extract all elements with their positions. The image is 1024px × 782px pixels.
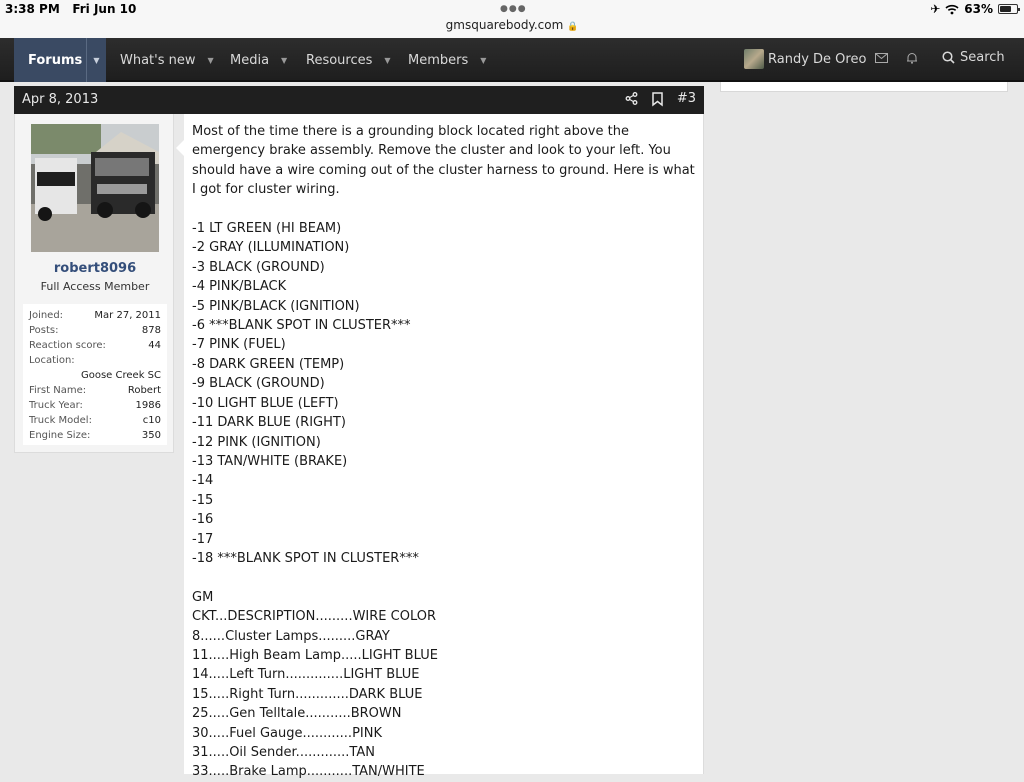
author-avatar[interactable]	[31, 124, 159, 252]
nav-tab-resources[interactable]: Resources ▼	[306, 52, 391, 68]
post-message	[184, 114, 704, 780]
lock-icon: 🔒	[567, 22, 579, 32]
status-time: 3:38 PM Fri Jun 10	[5, 2, 137, 16]
envelope-icon[interactable]	[875, 52, 888, 66]
battery-icon	[998, 4, 1018, 14]
status-indicators	[930, 2, 1018, 16]
search-icon	[942, 51, 955, 64]
author-username[interactable]: robert8096	[53, 261, 137, 276]
chevron-down-icon: ▼	[384, 55, 391, 65]
status-date: Fri Jun 10	[72, 2, 137, 16]
nav-tab-forums[interactable]	[14, 38, 106, 82]
nav-tab-members[interactable]: Members ▼	[408, 52, 487, 68]
post-tools	[625, 91, 696, 106]
stat-row: Location:	[29, 355, 75, 366]
nav-user-account[interactable]	[744, 49, 866, 69]
stat-row: Truck Year: 1986	[29, 400, 161, 411]
bell-icon[interactable]	[906, 52, 918, 67]
post-number-link[interactable]: #3	[676, 91, 696, 106]
airplane-icon: ✈	[930, 2, 941, 16]
chevron-down-icon: ▼	[480, 55, 487, 65]
stat-row: First Name: Robert	[29, 385, 161, 396]
stat-row: Engine Size: 350	[29, 430, 161, 441]
stat-row: Truck Model: c10	[29, 415, 161, 426]
post-author-panel	[14, 114, 174, 453]
post-date[interactable]: Apr 8, 2013	[22, 92, 99, 107]
forum-navbar	[0, 38, 1024, 82]
chevron-down-icon: ▼	[207, 55, 214, 65]
stat-row: Joined: Mar 27, 2011	[29, 310, 161, 321]
nav-forums-label: Forums	[28, 52, 83, 68]
nav-tab-media[interactable]: Media ▼	[230, 52, 288, 68]
nav-tab-whats-new[interactable]: What's new ▼	[120, 52, 214, 68]
address-bar[interactable]	[0, 18, 1024, 32]
wifi-icon	[945, 4, 959, 15]
author-stats	[23, 304, 167, 445]
stat-row: Posts: 878	[29, 325, 161, 336]
avatar	[744, 49, 764, 69]
stat-row: Reaction score: 44	[29, 340, 161, 351]
sidebar-block	[720, 82, 1008, 92]
chevron-down-icon[interactable]: ▼	[86, 38, 106, 82]
stat-row: Goose Creek SC	[80, 370, 161, 381]
multitask-dots-icon[interactable]: ●●●	[500, 4, 527, 14]
chevron-down-icon: ▼	[281, 55, 288, 65]
url-text: gmsquarebody.com	[445, 18, 564, 32]
bookmark-icon[interactable]	[652, 92, 663, 106]
status-bar	[0, 0, 1024, 38]
battery-percent: 63%	[964, 2, 993, 16]
nav-user-name: Randy De Oreo	[768, 51, 867, 67]
search-button[interactable]: Search	[942, 50, 1005, 65]
share-icon[interactable]	[625, 92, 638, 105]
post-header	[14, 86, 704, 114]
author-title: Full Access Member	[40, 280, 150, 293]
post-body-text: Most of the time there is a grounding block located right above the emergency brake assembly. Remove the cluster and look to your left. You should have a wire coming out of the cluster harness to ground. Here is what I got for cluster wiring. -1 LT GREEN (HI BEAM) -2 GRAY (ILLUMINATION) -3 BLACK (GROUND) -4 PINK/BLACK -5 PINK/BLACK (IGNITION) -6 ***BLANK SPOT IN CLUSTER*** -7 PINK (FUEL) -8 DARK GREEN (TEMP) -9 BLACK (GROUND) -10 LIGHT BLUE (LEFT) -11 DARK BLUE (RIGHT) -12 PINK (IGNITION) -13 TAN/WHITE (BRAKE) -14 -15 -16 -17 -18 ***BLANK SPOT IN CLUSTER*** GM CKT...DESCRIPTION.........WIRE COLOR 8......Cluster Lamps.........GRAY 11.....High Beam Lamp.....LIGHT BLUE 14.....Left Turn..............LIGHT BLUE 15.....Right Turn.............DARK BLUE 25.....Gen Telltale...........BROWN 30.....Fuel Gauge............PINK 31.....Oil Sender.............TAN 33.....Brake Lamp...........TAN/WHITE	[192, 124, 695, 780]
